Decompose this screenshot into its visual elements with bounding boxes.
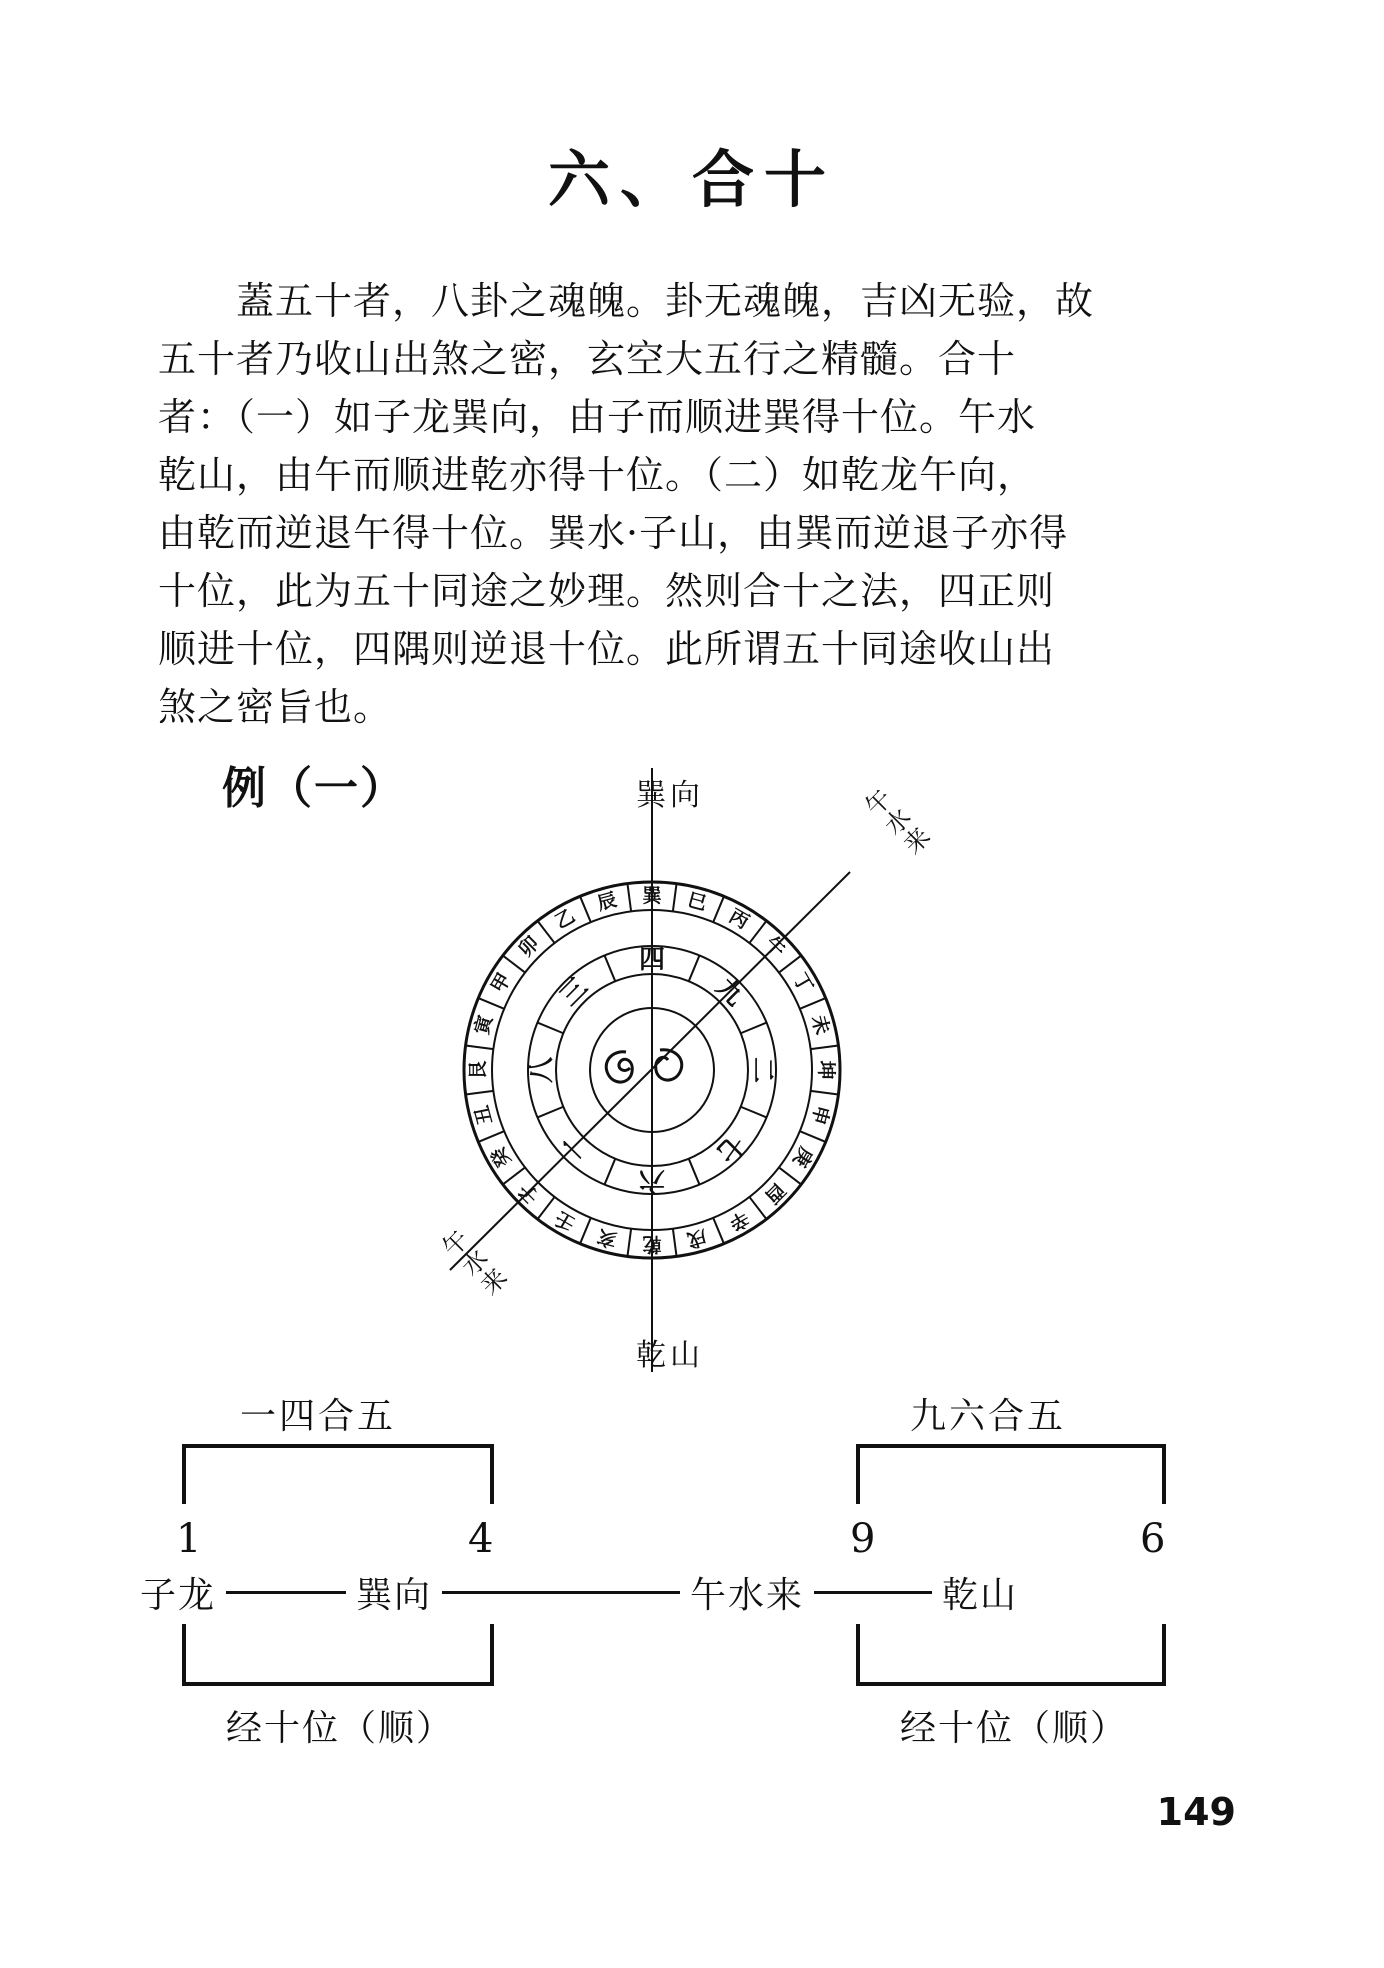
paragraph-line: 由乾而逆退午得十位。巽水·子山，由巽而逆退子亦得	[158, 511, 1069, 555]
compass-ring-divider	[537, 1107, 563, 1118]
compass-label-bottom: 乾山	[636, 1338, 704, 1373]
compass-cell-label: 丁	[788, 969, 817, 997]
compass-cell-label: 八	[527, 1056, 557, 1084]
compass-ring-divider	[580, 896, 591, 922]
compass-cell-label: 九	[709, 972, 750, 1013]
compass-ring-divider	[673, 884, 677, 912]
compass-ring-divider	[741, 1107, 767, 1118]
compass-cell-label: 艮	[467, 1060, 489, 1080]
compass-cell-label: 辛	[725, 1206, 753, 1235]
relation-chain	[140, 1568, 1200, 1616]
compass-ring-divider	[713, 896, 724, 922]
compass-cell-label: 辰	[594, 888, 619, 916]
diagonal-axis-line	[450, 872, 850, 1270]
compass-cell-label: 丑	[470, 1103, 498, 1128]
compass-cell-label: 酉	[760, 1178, 790, 1208]
compass-ring-divider	[538, 921, 555, 943]
relation-title-left: 一四合五	[240, 1396, 397, 1437]
compass-cell-label: 四	[638, 945, 666, 975]
chain-connector	[226, 1591, 346, 1594]
chain-node-zilong: 子龙	[140, 1574, 217, 1616]
compass-ring-divider	[811, 1045, 839, 1049]
compass-cell-label: 亥	[594, 1224, 619, 1252]
compass-cell-label: 壬	[551, 1206, 579, 1235]
compass-cell-label: 甲	[487, 969, 516, 997]
compass-ring-divider	[811, 1091, 839, 1095]
compass-ring-divider	[627, 1229, 631, 1257]
compass-cell-label: 三	[554, 972, 595, 1013]
compass-cell-label: 申	[806, 1103, 834, 1128]
compass-ring-divider	[741, 1023, 767, 1034]
compass-ring-divider	[800, 998, 826, 1009]
compass-label-top: 巽向	[636, 778, 704, 813]
compass-cell-label: 寅	[470, 1012, 498, 1037]
compass-ring-divider	[749, 921, 766, 943]
chain-connector	[442, 1591, 680, 1594]
bracket-left-top	[182, 1444, 494, 1504]
compass-ring-divider	[627, 884, 631, 912]
compass-cell-label: 乾	[642, 1233, 662, 1255]
foot-label-right: 经十位（顺）	[900, 1708, 1129, 1749]
compass-ring-divider	[779, 1167, 801, 1184]
compass-cell-label: 一	[554, 1127, 595, 1168]
compass-cell-label: 巽	[642, 885, 662, 907]
compass-ring-divider	[538, 1197, 555, 1219]
compass-cell-label: 癸	[487, 1143, 516, 1171]
paragraph-line: 五十者乃收山出煞之密，玄空大五行之精髓。合十	[158, 337, 1017, 381]
compass-cell-label: 卯	[514, 932, 544, 962]
page-title: 六、合十	[547, 143, 836, 216]
compass-cell-label: 戌	[685, 1224, 710, 1252]
example-label: 例（一）	[222, 763, 406, 814]
compass-ring-divider	[673, 1229, 677, 1257]
compass-ring-divider	[779, 956, 801, 973]
relation-number-left-end: 4	[468, 1516, 494, 1562]
compass-ring-divider	[466, 1045, 494, 1049]
paragraph-line: 乾山，由午而顺进乾亦得十位。（二）如乾龙午向，	[158, 453, 1037, 497]
paragraph-line: 顺进十位，四隅则逆退十位。此所谓五十同途收山出	[158, 627, 1056, 671]
chain-node-qianshan: 乾山	[942, 1574, 1019, 1616]
compass-cell-label: 七	[709, 1127, 750, 1168]
paragraph-line: 煞之密旨也。	[158, 685, 393, 729]
bracket-right-top	[856, 1444, 1166, 1504]
compass-ring-divider	[503, 1167, 525, 1184]
compass-cell-label: 六	[638, 1165, 666, 1195]
foot-label-left: 经十位（顺）	[226, 1708, 455, 1749]
body-paragraph	[158, 272, 1224, 736]
compass-ring-divider	[537, 1023, 563, 1034]
compass-ring-divider	[466, 1091, 494, 1095]
compass-cell-label: 坤	[815, 1060, 837, 1080]
compass-ring-divider	[713, 1218, 724, 1244]
relation-number-right-end: 6	[1140, 1516, 1166, 1562]
compass-label-lower-left: 午水来	[434, 1224, 513, 1303]
compass-ring-divider	[605, 955, 616, 981]
relation-number-right-start: 9	[850, 1516, 876, 1562]
bracket-left-bottom	[182, 1624, 494, 1686]
compass-cell-label: 子	[514, 1178, 544, 1208]
compass-svg	[330, 760, 1070, 1380]
compass-ring-divider	[478, 998, 504, 1009]
compass-ring-divider	[605, 1159, 616, 1185]
compass-cell-label: 午	[760, 932, 790, 962]
relation-title-right: 九六合五	[910, 1396, 1067, 1437]
compass-cell-label: 丙	[725, 905, 753, 934]
compass-label-upper-right: 午水来	[857, 783, 936, 862]
compass-cell-label: 巳	[685, 888, 710, 916]
compass-cell-label: 庚	[788, 1143, 817, 1171]
compass-ring-divider	[689, 955, 700, 981]
compass-ring-divider	[749, 1197, 766, 1219]
chain-node-wushuilai: 午水来	[690, 1574, 805, 1616]
compass-ring-divider	[478, 1131, 504, 1142]
relation-number-left-start: 1	[176, 1516, 202, 1562]
paragraph-line: 蓋五十者，八卦之魂魄。卦无魂魄，吉凶无验，故	[158, 279, 1095, 323]
compass-cell-label: 乙	[551, 905, 579, 934]
chain-connector	[814, 1591, 932, 1594]
bracket-right-bottom	[856, 1624, 1166, 1686]
compass-cell-label: 未	[806, 1012, 834, 1037]
compass-cell-label: 二	[747, 1056, 777, 1084]
paragraph-line: 十位，此为五十同途之妙理。然则合十之法，四正则	[158, 569, 1056, 613]
compass-ring-divider	[689, 1159, 700, 1185]
page-number: 149	[1156, 1790, 1236, 1834]
chain-node-xunxiang: 巽向	[356, 1574, 433, 1616]
compass-ring-divider	[503, 956, 525, 973]
paragraph-line: 者：（一）如子龙巽向，由子而顺进巽得十位。午水	[158, 395, 1037, 439]
luopan-compass-figure	[330, 760, 1070, 1380]
compass-ring-divider	[580, 1218, 591, 1244]
compass-ring-divider	[800, 1131, 826, 1142]
